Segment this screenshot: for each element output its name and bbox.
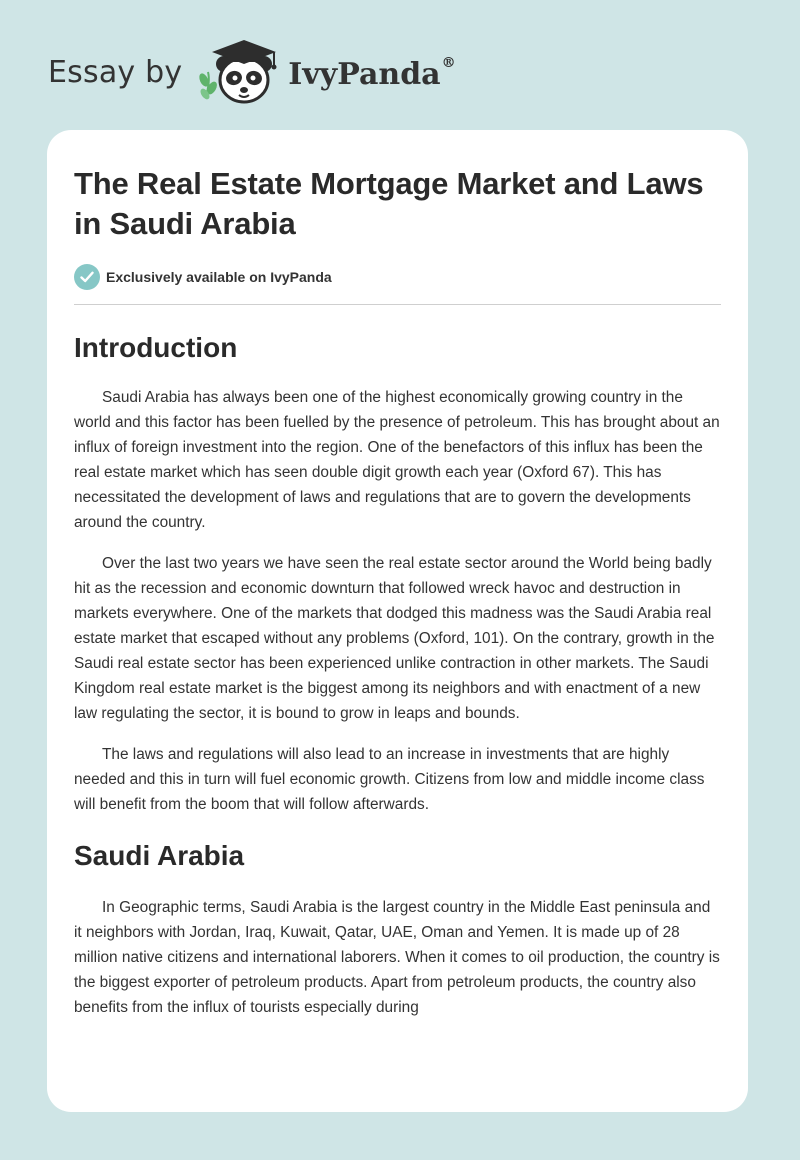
panda-mascot-icon <box>196 36 284 108</box>
essay-by-label: Essay by <box>48 54 183 90</box>
exclusive-badge-label: Exclusively available on IvyPanda <box>106 269 332 285</box>
essay-card <box>47 130 748 1112</box>
section-heading-introduction: Introduction <box>74 332 238 363</box>
exclusive-badge <box>74 264 721 290</box>
paragraph: Over the last two years we have seen the real estate sector around the World being badly hit as the recession and economic downturn that followed wreck havoc and destruction in markets everywhere. One of the markets that dodged this madness was the Saudi Arabia real estate market that escaped without any problems (Oxford, 101). On the contrary, growth in the Saudi real estate sector has been experienced unlike contraction in other markets. The Saudi Kingdom real estate market is the biggest among its neighbors and with enactment of a new law regulating the sector, it is bound to grow in leaps and bounds. <box>74 555 715 722</box>
ivypanda-logo[interactable] <box>196 36 455 108</box>
divider <box>74 304 721 305</box>
brand-name: IvyPanda® <box>288 54 456 92</box>
paragraph: The laws and regulations will also lead to an increase in investments that are highly needed and this in turn will fuel economic growth. Citizens from low and middle income class will benefit from the boom that will follow afterwards. <box>74 746 705 813</box>
check-icon <box>74 264 100 290</box>
site-header <box>48 36 456 108</box>
essay-title: The Real Estate Mortgage Market and Laws in Saudi Arabia <box>74 166 704 241</box>
section-heading-saudi-arabia: Saudi Arabia <box>74 840 245 871</box>
paragraph: Saudi Arabia has always been one of the highest economically growing country in the world and this factor has been fuelled by the presence of petroleum. This has brought about an influx of foreign investment into the region. One of the benefactors of this influx has been the real estate market which has seen double digit growth each year (Oxford 67). This has necessitated the development of laws and regulations that are to govern the developments around the country. <box>74 389 720 531</box>
paragraph: In Geographic terms, Saudi Arabia is the largest country in the Middle East peninsula and it neighbors with Jordan, Iraq, Kuwait, Qatar, UAE, Oman and Yemen. It is made up of 28 million native citizens and international laborers. When it comes to oil production, the country is the biggest exporter of petroleum products. Apart from petroleum products, the country also benefits from the influx of tourists especially during <box>74 899 720 1016</box>
registered-mark: ® <box>441 54 456 71</box>
